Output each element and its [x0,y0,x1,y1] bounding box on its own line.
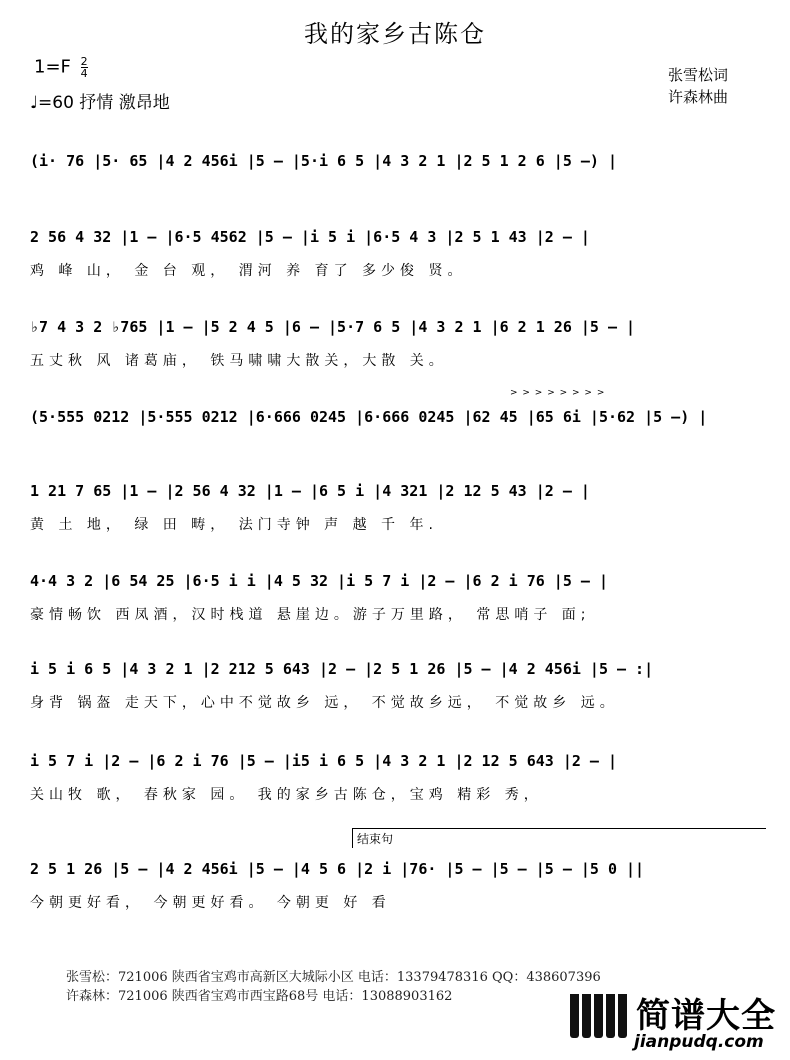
lyrics-line: 今朝更好看， 今朝更好看。 今朝更 好 看 [30,895,391,911]
notation-line: ♭7 4 3 2 ♭765 |1 – |5 2 4 5 |6 – |5·7 6 5 |4 3 2 1 |6 2 1 26 |5 – | [30,318,636,336]
score-system-9 [0,832,790,934]
lyrics-line: 关山牧 歌， 春秋家 园。 我的家乡古陈仓，宝鸡 精彩 秀， [30,787,543,803]
lyrics-line: 黄 土 地， 绿 田 畴， 法门寺钟 声 越 千 年. [30,517,438,533]
notation-line: i 5 i 6 5 |4 3 2 1 |2 212 5 643 |2 – |2 5 1 26 |5 – |4 2 456i |5 – :| [30,660,654,678]
notation-line: (5·555 0212 |5·555 0212 |6·666 0245 |6·666 0245 |62 45 |65 6i |5·62 |5 –) | [30,408,708,426]
coda-label: 结束句 [352,828,766,848]
contact-footer [66,968,601,1006]
song-title: 我的家乡古陈仓 [304,20,486,48]
time-numerator: 2 [80,55,88,68]
logo-url: jianpudq.com [634,1032,764,1052]
lyrics-line: 五丈秋 风 诸葛庙， 铁马啸啸大散关，大散 关。 [30,353,448,369]
tempo-marking: ♩=60 抒情 激昂地 [30,93,170,113]
key-label: 1=F [34,56,71,78]
composer-contact: 许森林：721006 陕西省宝鸡市西宝路68号 电话：13088903162 [66,989,453,1004]
notation-line: (i· 76 |5· 65 |4 2 456i |5 – |5·i 6 5 |4 3 2 1 |2 5 1 2 6 |5 –) | [30,152,617,170]
credits [668,64,728,108]
lyrics-line [30,440,770,462]
score-system-7 [0,654,790,734]
notation-line: 1 21 7 65 |1 – |2 56 4 32 |1 – |6 5 i |4 321 |2 12 5 43 |2 – | [30,482,590,500]
score-system-5 [0,476,790,556]
score-system-4 [0,388,790,482]
score-system-6 [0,566,790,646]
notation-line: i 5 7 i |2 – |6 2 i 76 |5 – |i5 i 6 5 |4 3 2 1 |2 12 5 643 |2 – | [30,752,617,770]
notation-line: 2 56 4 32 |1 – |6·5 4562 |5 – |i 5 i |6·5 4 3 |2 5 1 43 |2 – | [30,228,590,246]
lyrics-line: 豪情畅饮 西凤酒，汉时栈道 悬崖边。游子万里路， 常思哨子 面; [30,607,591,623]
lyricist: 张雪松词 [668,66,729,84]
score-system-8 [0,746,790,826]
time-denominator: 4 [80,67,88,80]
score-system-1 [0,146,790,226]
accent-marks: > > > > > > > > [510,388,606,398]
notation-line: 2 5 1 26 |5 – |4 2 456i |5 – |4 5 6 |2 i |76· |5 – |5 – |5 – |5 0 || [30,860,645,878]
composer: 许森林曲 [668,88,729,106]
lyrics-line: 鸡 峰 山， 金 台 观， 渭河 养 育了 多少俊 贤。 [30,263,467,279]
score-system-3 [0,312,790,392]
lyrics-line [30,184,770,206]
lyrics-line: 身背 锅盔 走天下，心中不觉故乡 远， 不觉故乡远， 不觉故乡 远。 [30,695,619,711]
key-signature [34,56,88,79]
notation-line: 4·4 3 2 |6 54 25 |6·5 i i |4 5 32 |i 5 7 i |2 – |6 2 i 76 |5 – | [30,572,608,590]
piano-keys-icon [570,994,630,1038]
logo-name: 简谱大全 [636,996,776,1036]
score-system-2 [0,222,790,302]
time-signature [81,56,88,79]
lyricist-contact: 张雪松：721006 陕西省宝鸡市高新区大城际小区 电话：13379478316 QQ：438607396 [66,970,601,985]
site-logo [562,988,784,1056]
